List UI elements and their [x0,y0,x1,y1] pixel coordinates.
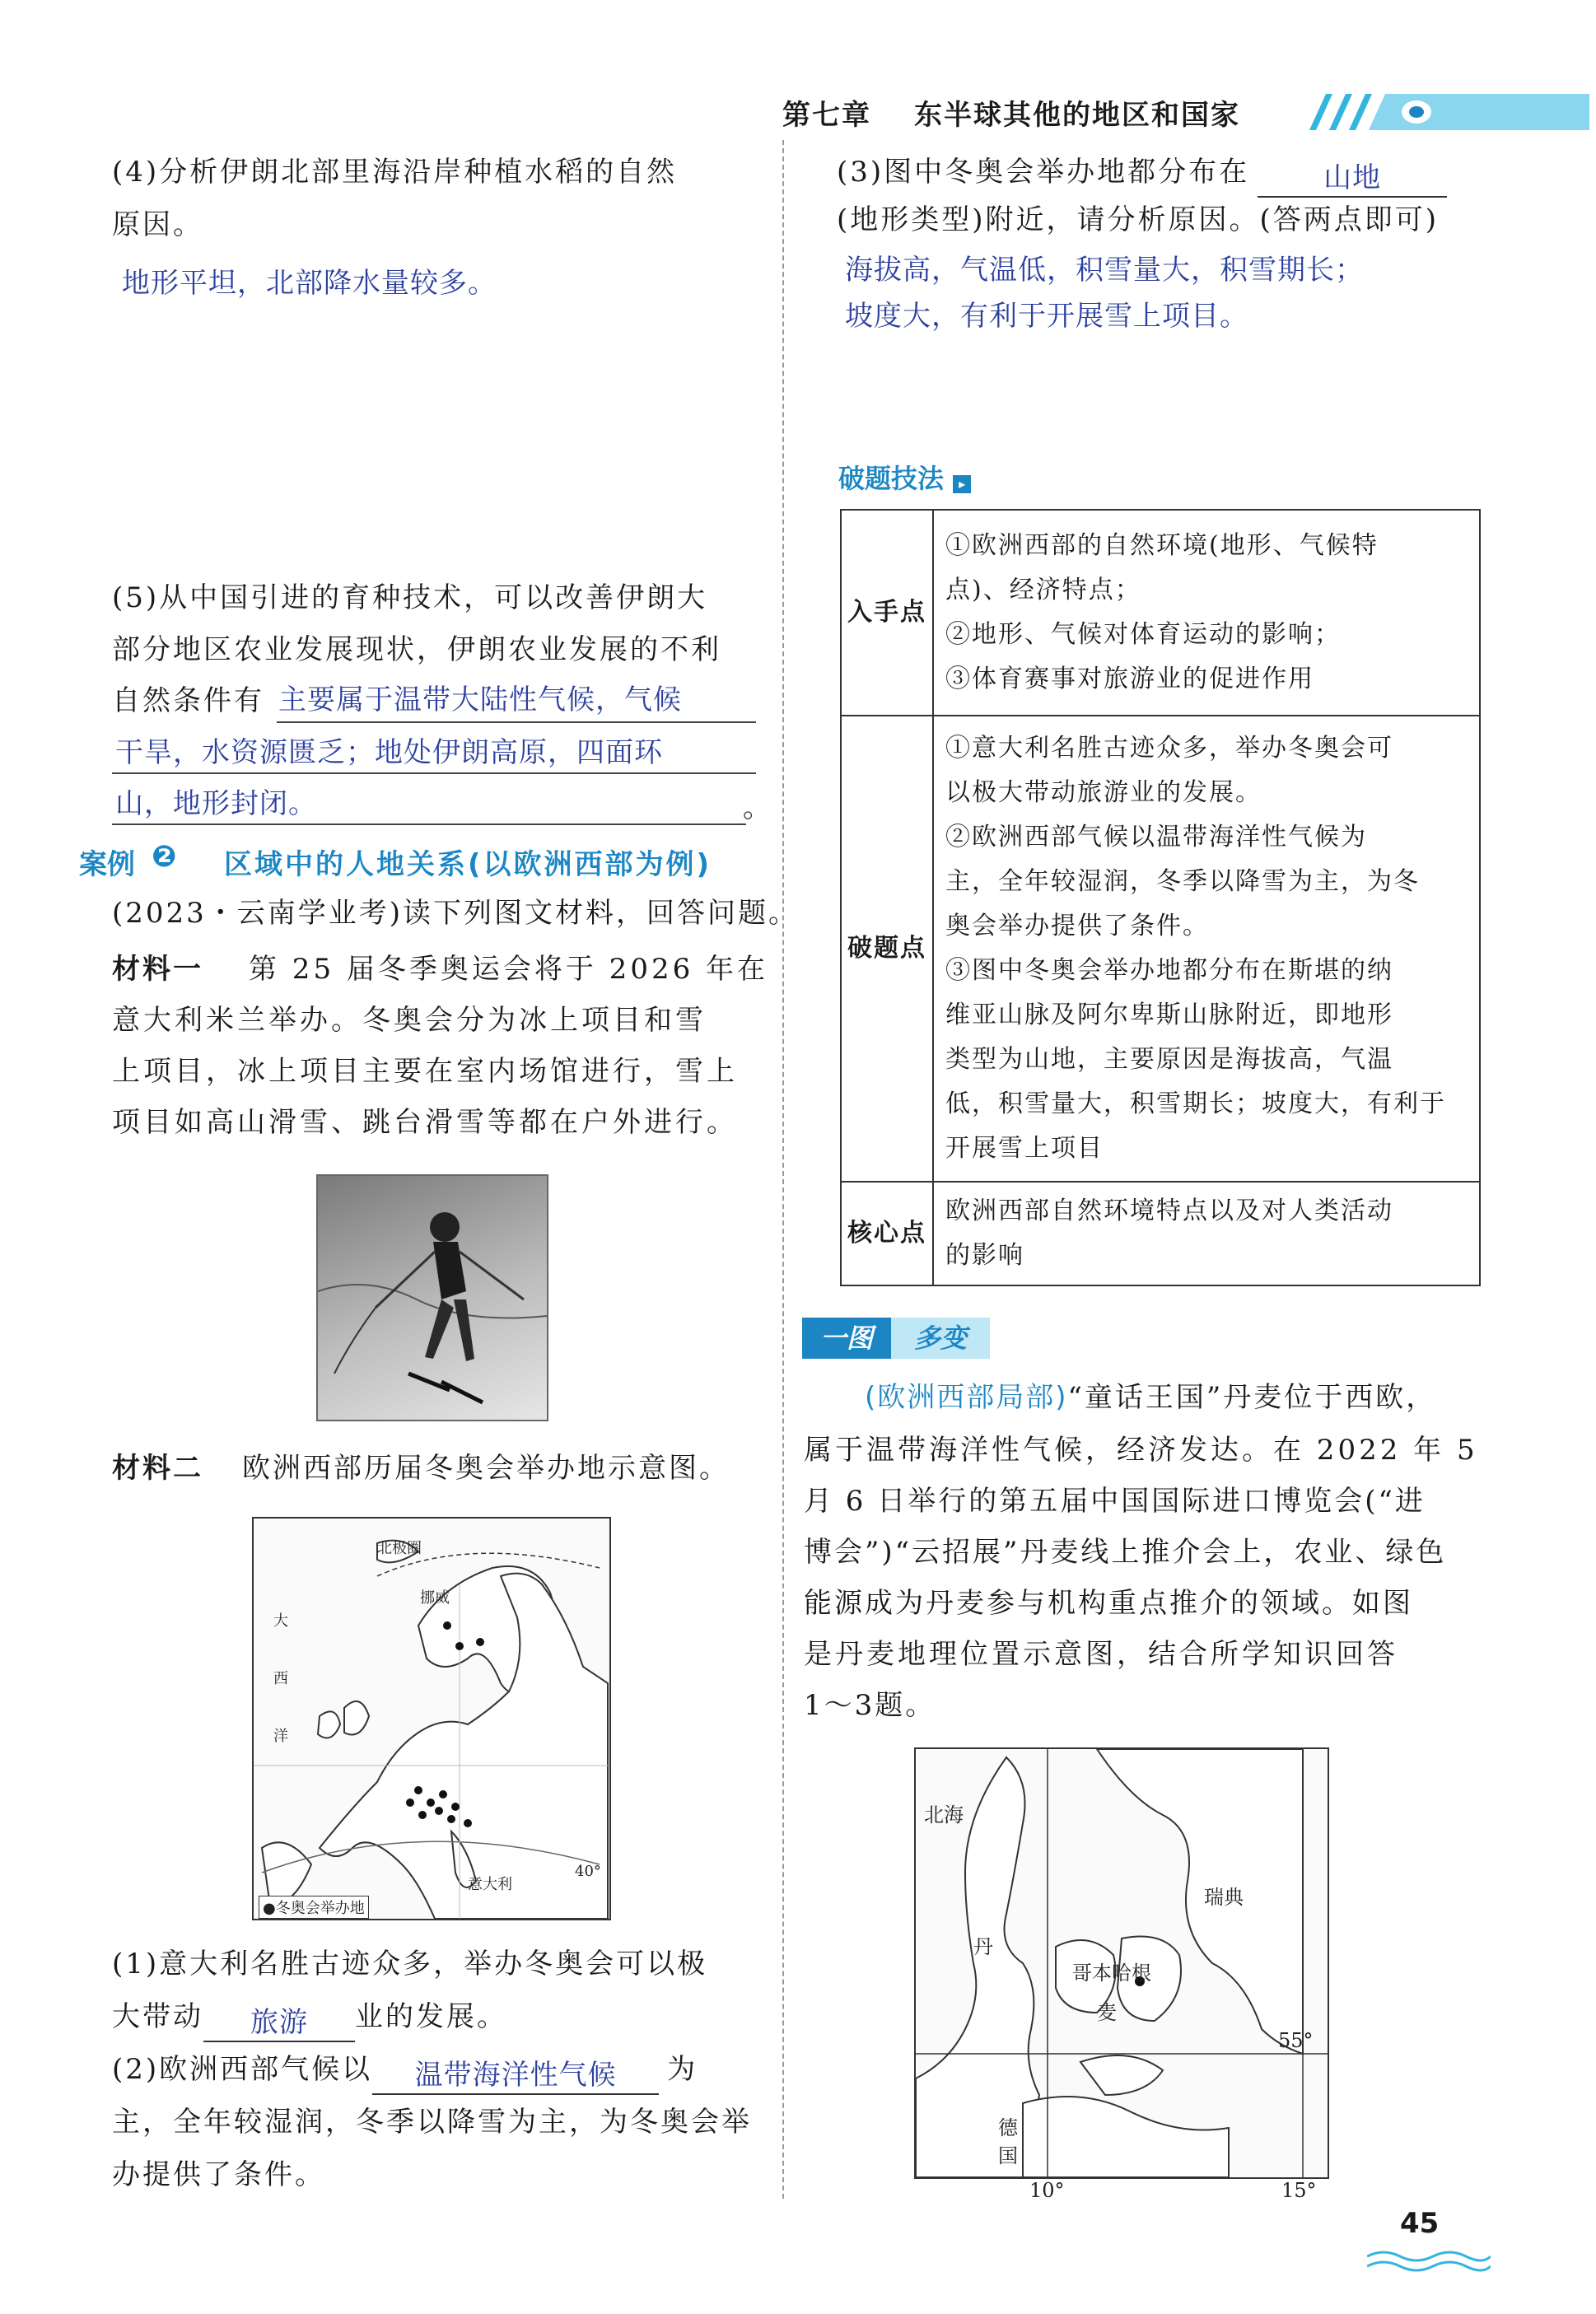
variant-line1-text: “童话王国”丹麦位于西欧， [1067,1381,1437,1414]
chapter-number: 第七章 [782,99,871,132]
variant-line4: 博会”)“云招展”丹麦线上推介会上，农业、绿色 [804,1536,1447,1569]
table-head-break: 破题点 [841,716,933,1182]
variant-badge-part1: 一图 [802,1318,891,1359]
atlantic-label-2: 西 [273,1670,288,1687]
germany-label-2: 国 [998,2144,1018,2167]
q2-answer-blank: 温带海洋性气候 [372,2057,659,2095]
norway-label: 挪威 [420,1589,450,1607]
denmark-label-2: 麦 [1097,2001,1117,2024]
q2-line3: 办提供了条件。 [112,2158,325,2191]
variant-tag: (欧洲西部局部) [865,1381,1068,1414]
skier-photo [316,1174,548,1421]
latitude-40-label: 40° [575,1863,601,1880]
page-header [782,89,1589,132]
sweden-label: 瑞典 [1204,1886,1244,1909]
skier-illustration [318,1176,547,1420]
table-cell-entry: ①欧洲西部的自然环境(地形、气候特 点)、经济特点； ②地形、气候对体育运动的影响； ③体育赛事对旅游业的促进作用 [933,510,1480,716]
denmark-label-1: 丹 [973,1935,993,1958]
italy-label: 意大利 [468,1876,512,1893]
q5-end-mark: 。 [743,791,773,824]
header-stripe-decoration [1293,89,1589,132]
table-cell-core: 欧洲西部自然环境特点以及对人类活动 的影响 [933,1182,1480,1285]
germany-label-1: 德 [998,2116,1018,2139]
europe-map [252,1517,611,1920]
q1-line1: (1)意大利名胜古迹众多，举办冬奥会可以极 [112,1948,708,1980]
table-head-entry: 入手点 [841,510,933,716]
q3-answer-blank: 山地 [1258,160,1447,198]
material1-line4: 项目如高山滑雪、跳台滑雪等都在户外进行。 [112,1106,738,1139]
variant-line5: 能源成为丹麦参与机构重点推介的领域。如图 [804,1587,1413,1620]
q4-text-line1: (4)分析伊朗北部里海沿岸种植水稻的自然 [112,156,678,189]
q4-text-line2: 原因。 [112,208,203,241]
page-wave-decoration [1367,2248,1491,2273]
case2-number-icon: ❷ [152,840,177,874]
q1-line2 [112,1991,507,2042]
q5-answer-rule1 [277,721,756,723]
material1-line3: 上项目，冰上项目主要在室内场馆进行，雪上 [112,1055,738,1088]
q1-answer-blank: 旅游 [203,2004,355,2042]
technique-heading [838,458,971,496]
copenhagen-label: 哥本哈根 [1072,1962,1151,1985]
table-row-core [841,1182,1480,1285]
q3-prefix: (3)图中冬奥会举办地都分布在 [837,156,1250,189]
q5-answer-rule2 [112,772,756,774]
q1-prefix: 大带动 [112,2000,203,2033]
play-arrow-icon: ▸ [953,475,971,493]
q1-suffix: 业的发展。 [355,2000,507,2033]
north-sea-label: 北海 [924,1803,964,1826]
technique-table [840,509,1481,1286]
latitude-55-label: 55° [1278,2029,1314,2052]
q2-prefix: (2)欧洲西部气候以 [112,2053,373,2086]
source-line: (2023・云南学业考)读下列图文材料，回答问题。 [112,897,800,930]
q5-line2: 部分地区农业发展现状，伊朗农业发展的不利 [112,633,721,666]
variant-line7: 1～3题。 [804,1689,936,1722]
technique-title: 破题技法 [838,463,945,494]
q5-answer-line3: 山，地形封闭。 [115,787,317,820]
q3-answer-line2: 坡度大，有利于开展雪上项目。 [845,300,1248,333]
material2-text: 欧洲西部历届冬奥会举办地示意图。 [242,1452,730,1485]
longitude-15-label: 15° [1281,2179,1317,2202]
q5-line3-prefix: 自然条件有 [112,684,264,717]
q5-line1: (5)从中国引进的育种技术，可以改善伊朗大 [112,581,708,614]
atlantic-label-3: 洋 [273,1728,288,1745]
q3-line2: (地形类型)附近，请分析原因。(答两点即可) [837,203,1440,236]
longitude-10-label: 10° [1029,2179,1065,2202]
page-number: 45 [1400,2207,1440,2240]
table-row-break [841,716,1480,1182]
variant-badge [802,1318,996,1359]
case2-title: 区域中的人地关系(以欧洲西部为例) [224,848,712,881]
case2-label: 案例 [79,848,135,881]
variant-line2: 属于温带海洋性气候，经济发达。在 2022 年 5 [804,1434,1478,1467]
table-head-core: 核心点 [841,1182,933,1285]
q3-answer-line1: 海拔高，气温低，积雪量大，积雪期长； [845,254,1364,287]
material1-label: 材料一 [112,953,203,986]
arctic-circle-label: 北极圈 [377,1540,422,1557]
variant-badge-part2: 多变 [891,1318,990,1359]
q2-line2: 主，全年较湿润，冬季以降雪为主，为冬奥会举 [112,2106,752,2139]
case2-heading [79,837,771,883]
material2-label: 材料二 [112,1452,203,1485]
denmark-map [914,1747,1329,2179]
table-cell-break: ①意大利名胜古迹众多，举办冬奥会可 以极大带动旅游业的发展。 ②欧洲西部气候以温带海洋性气候为 主，全年较湿润，冬季以降雪为主，为冬 奥会举办提供了条件。 ③图中冬奥会举办地都分布在斯堪的纳 维亚山脉及阿尔卑斯山脉附近，即地形 类型为山地，主要原因是海拔高，气温 低，积雪量大，积雪期长；坡度大，有利于 开展雪上项目 [933,716,1480,1182]
variant-line3: 月 6 日举行的第五届中国国际进口博览会(“进 [804,1485,1426,1518]
atlantic-label-1: 大 [273,1612,288,1630]
map-legend: ●冬奥会举办地 [259,1896,369,1919]
chapter-title: 东半球其他的地区和国家 [914,99,1240,132]
q4-answer: 地形平坦，北部降水量较多。 [122,267,497,300]
column-divider [782,140,784,2199]
material1-line2: 意大利米兰举办。冬奥会分为冰上项目和雪 [112,1004,707,1037]
q5-answer-rule3 [112,823,746,825]
q2-suffix: 为 [667,2053,698,2086]
table-row-entry [841,510,1480,716]
q2-line1 [112,2044,698,2095]
q3-line1 [837,147,1447,198]
variant-line1 [865,1372,1436,1423]
europe-map-drawing [254,1519,609,1919]
material1-line1: 第 25 届冬季奥运会将于 2026 年在 [249,953,769,986]
q5-answer-line2: 干旱，水资源匮乏；地处伊朗高原，四面环 [115,736,663,769]
q5-answer-line1: 主要属于温带大陆性气候，气候 [278,683,682,716]
variant-line6: 是丹麦地理位置示意图，结合所学知识回答 [804,1638,1398,1671]
